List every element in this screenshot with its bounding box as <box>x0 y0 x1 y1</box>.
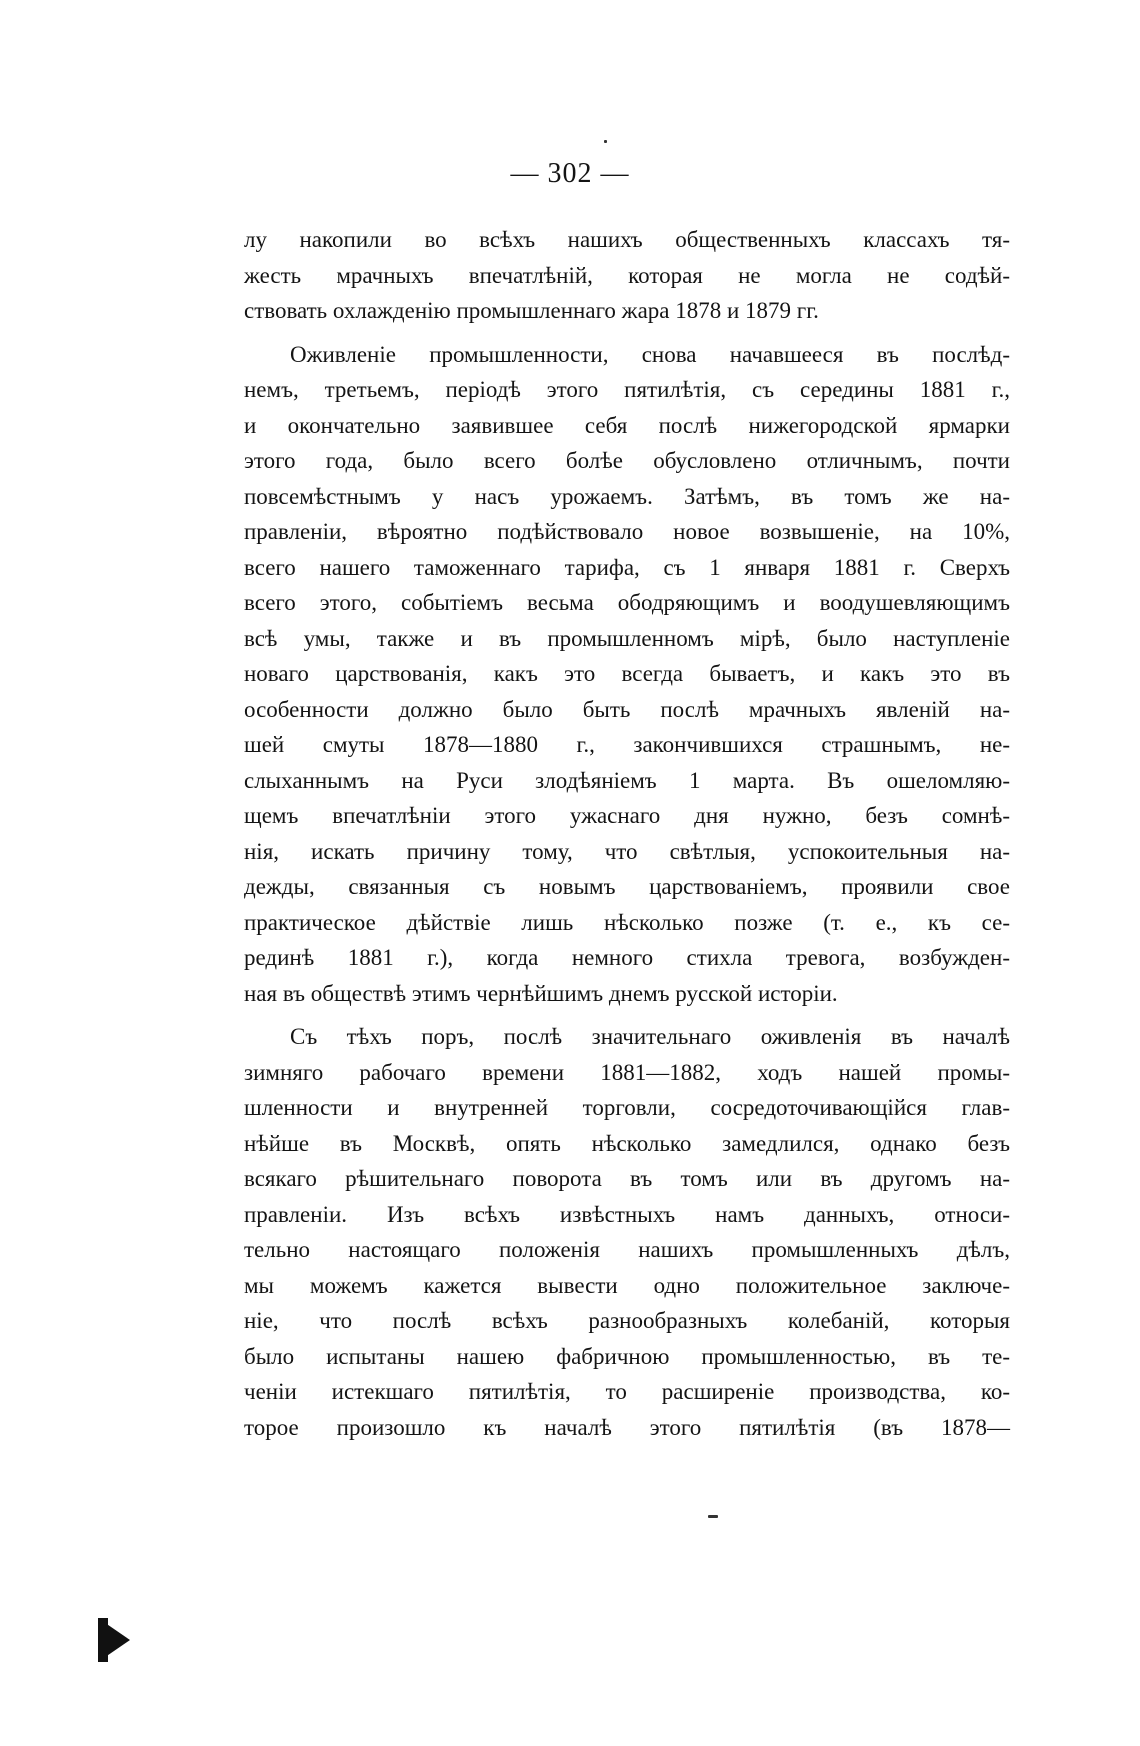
text-line: шленности и внутренней торговли, сосредоточивающійся глав- <box>244 1095 1010 1120</box>
text-line: дежды, связанныя съ новымъ царствованіемъ, проявили свое <box>244 874 1010 899</box>
text-line: всякаго рѣшительнаго поворота въ томъ или въ другомъ на- <box>244 1166 1010 1191</box>
text-line: правленіи. Изъ всѣхъ извѣстныхъ намъ данныхъ, относи- <box>244 1201 1010 1227</box>
text-line: жесть мрачныхъ впечатлѣній, которая не могла не содѣй- <box>244 262 1010 288</box>
text-line: и окончательно заявившее себя послѣ нижегородской ярмарки <box>244 412 1010 438</box>
text-line: слыханнымъ на Руси злодѣяніемъ 1 марта. Въ ошеломляю- <box>244 767 1010 793</box>
text-line: зимняго рабочаго времени 1881—1882, ходъ нашей промы- <box>244 1059 1010 1085</box>
text-line: нія, искать причину тому, что свѣтлыя, успокоительныя на- <box>244 838 1010 864</box>
text-line: щемъ впечатлѣніи этого ужаснаго дня нужно, безъ сомнѣ- <box>244 803 1010 828</box>
text-line: торое произошло къ началѣ этого пятилѣтія (въ 1878— <box>244 1414 1010 1440</box>
body-text <box>244 222 1010 1445</box>
text-line: ствовать охлажденію промышленнаго жара 1878 и 1879 гг. <box>244 298 819 323</box>
text-line: рединѣ 1881 г.), когда немного стихла тревога, возбужден- <box>244 945 1010 970</box>
paragraph-2 <box>244 337 1010 1012</box>
text-line: тельно настоящаго положенія нашихъ промышленныхъ дѣлъ, <box>244 1237 1010 1262</box>
text-line: новаго царствованія, какъ это всегда бываетъ, и какъ это въ <box>244 661 1010 686</box>
scan-speck <box>604 140 607 143</box>
text-line: шей смуты 1878—1880 г., закончившихся страшнымъ, не- <box>244 732 1010 757</box>
text-line: этого года, было всего болѣе обусловлено отличнымъ, почти <box>244 448 1010 473</box>
text-line: Съ тѣхъ поръ, послѣ значительнаго оживленія въ началѣ <box>290 1024 1010 1049</box>
text-line: повсемѣстнымъ у насъ урожаемъ. Затѣмъ, въ томъ же на- <box>244 483 1010 509</box>
text-line: Оживленіе промышленности, снова начавшееся въ послѣд- <box>290 341 1010 367</box>
text-line: немъ, третьемъ, періодѣ этого пятилѣтія, съ середины 1881 г., <box>244 377 1010 402</box>
text-line: нѣйше въ Москвѣ, опять нѣсколько замедлился, однако безъ <box>244 1130 1010 1156</box>
text-line: ченіи истекшаго пятилѣтія, то расширеніе производства, ко- <box>244 1379 1010 1404</box>
page-number: — 302 — <box>510 158 630 189</box>
paragraph-3 <box>244 1019 1010 1445</box>
text-line: всѣ умы, также и въ промышленномъ мірѣ, было наступленіе <box>244 625 1010 651</box>
paragraph-1 <box>244 222 1010 329</box>
text-line: правленіи, вѣроятно подѣйствовало новое возвышеніе, на 10%, <box>244 519 1010 544</box>
text-line: всего этого, событіемъ весьма ободряющимъ и воодушевляющимъ <box>244 590 1010 615</box>
text-line: ніе, что послѣ всѣхъ разнообразныхъ колебаній, которыя <box>244 1308 1010 1333</box>
text-line: всего нашего таможеннаго тарифа, съ 1 января 1881 г. Сверхъ <box>244 554 1010 580</box>
text-line: практическое дѣйствіе лишь нѣсколько позже (т. е., къ се- <box>244 909 1010 935</box>
scan-marker-icon <box>98 1618 130 1662</box>
text-line: мы можемъ кажется вывести одно положительное заключе- <box>244 1272 1010 1298</box>
text-line: лу накопили во всѣхъ нашихъ общественныхъ классахъ тя- <box>244 227 1010 252</box>
text-line: особенности должно было быть послѣ мрачныхъ явленій на- <box>244 696 1010 722</box>
text-line: было испытаны нашею фабричною промышленностью, въ те- <box>244 1343 1010 1369</box>
scan-speck <box>708 1515 718 1518</box>
text-line: ная въ обществѣ этимъ чернѣйшимъ днемъ русской исторіи. <box>244 980 838 1006</box>
